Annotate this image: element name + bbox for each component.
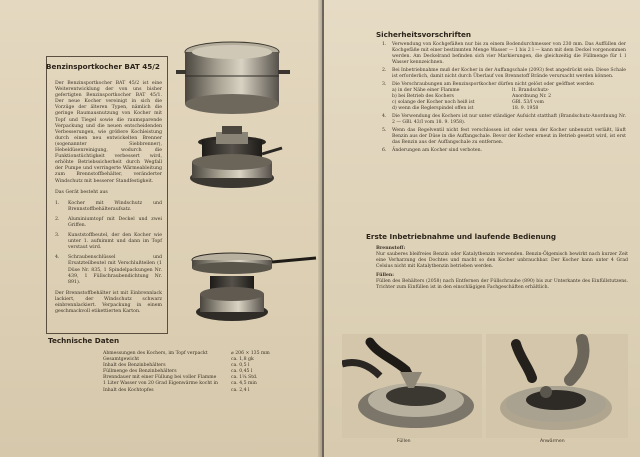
part-item: 1. Kocher mit Windschutz und Brennstoffbehälteraufsatz. [55,200,162,212]
part-item: 2. Aluminiumtopf mit Deckel und zwei Griffen. [55,216,162,228]
parts-lead: Das Gerät besteht aus [55,189,108,195]
rule-item: 2. Bei Inbetriebnahme muß der Kocher in der Auffangschale (2093) fest angedrückt sein. Diese Schale ist erforderlich, damit nicht durch Überlauf von Brennstoff Brände verursacht werden können. [382,68,626,79]
safety-rules [382,42,626,156]
fill-heading: Füllen: [376,273,394,278]
safety-heading: Sicherheitsvorschriften [376,30,471,39]
intro-paragraph: Der Benzinsportkocher BAT 45/2 ist eine Weiterentwicklung der von uns bisher gefertigten Benzinsportkocher BAT 45/1. Der neue Kocher vereinigt in sich die Vorzüge der älteren Typen, nämlich die geringe Raumausnutzung von Kocher mit Topf und Tiegel sowie die raumsparende Verpackung und die neuen entscheidenden Verbesserungen, wie größere Kochleistung durch einen neu entwickelten Brenner (sogenannter Siebbrenner), Hebeldüsenreinigung, wodurch die Funktionstüchtigkeit verbessert wird, erhöhte Betriebssicherheit durch Wegfall der Pumpe und verringerte Wärmeableitung zum Brennstoffbehälter, veränderter Windschutz mit besserer Standfestigkeit. [55,81,162,184]
rule-sub: a) in der Nähe einer Flamme lt. Brandschutz- [392,88,550,93]
rule-item: 4. Die Verwendung des Kochers ist nur unter ständiger Aufsicht statthaft (Brandschutz-Anordnung Nr. 2 — GBl. 43/I vom 18. 9. 1958). [382,114,626,125]
pan-drawing [192,253,316,321]
outro-paragraph: Der Brennstoffbehälter ist mit Einbrennlack lackiert, der Windschutz schwarz einbrennlackiert. Verpackung in einem geschmackvoll etikettierten Karton. [55,290,162,315]
tech-row: Gesamtgewicht ca. 1,8 gk [103,357,254,363]
rule-item: 6. Änderungen am Kocher sind verboten. [382,148,483,153]
part-item: 4. Schraubenschlüssel und Ersatzteilbeutel mit Verschlußteilen (1 Düse Nr. 835, 1 Spindelpackungen Nr. 439, 1 Füllschraubendichtung Nr. 891). [55,255,162,285]
rule-item: 5. Wenn das Regelventil nicht fest verschlossen ist oder wenn der Kocher unbenutzt verläßt, läuft Benzin aus der Düse in die Auffangschale. Bevor der Kocher erneut in Betrieb gesetzt wird, ist erst das Benzin aus der Auffangschale zu entfernen. [382,128,626,145]
burner-drawing [190,126,282,188]
tech-row: Brenndauer mit einer Füllung bei voller Flamme ca. 1¼ Std. [103,375,258,381]
operation-text [376,245,628,294]
filling-photo [342,334,482,438]
box-title: Benzinsportkocher BAT 45/2 [46,62,160,71]
operation-heading: Erste Inbetriebnahme und laufende Bedienung [366,232,557,241]
tech-row: Füllmenge des Benzinbehälters ca. 0,45 l [103,369,253,375]
fuel-paragraph: Nur sauberes bleifreies Benzin oder Katalytbenzin verwenden. Benzin-Ölgemisch bewirkt nach kurzer Zeit eine Verharzung des Dochtes und macht so den Kocher unbrauchbar. Der Kocher kann unter 4 Grad Celsius nicht mit Katalytbenzin betrieben werden. [376,252,628,269]
tech-heading: Technische Daten [48,336,120,345]
stove-illustration [176,30,322,350]
rule-sub: b) bei Betrieb des Kochers Anordnung Nr. 2 [392,94,552,99]
description-box [46,56,168,334]
filling-caption: Füllen [397,439,411,444]
fuel-heading: Brennstoff: [376,246,406,251]
parts-list [55,201,162,286]
tech-table [103,351,315,394]
tech-row: Inhalt des Benzinbehälters ca. 0,5 l [103,363,250,369]
rule-sub: d) wenn die Reglerspindel offen ist 18. 9. 1958 [392,106,539,111]
tech-row: 1 Liter Wasser von 20 Grad Eigenwärme kocht in ca. 4,5 min [103,381,257,387]
part-item: 3. Kunststoffbeutel, der den Kocher wie unter 1. aufnimmt und dann im Topf verstaut wird. [55,233,162,251]
preheating-photo [486,334,628,438]
pot-drawing [176,42,290,114]
rule-item: 1. Verwendung von Kochgefäßen nur bis zu einem Bodendurchmesser von 230 mm. Das Auffüllen der Kochgefäße mit einer bestimmten Menge Wasser — 1 bis 2 l — kann mit dem Deckel vorgenommen werden. Am Deckelrand befinden sich vier Markierungen, die gleichzeitig die Füllmenge für 1 l Wasser kennzeichnen. [382,42,626,65]
tech-row: Abmessungen des Kochers, im Topf verpackt ⌀ 206 × 135 mm [103,351,270,356]
preheating-caption: Anwärmen [540,439,565,444]
tech-row: Inhalt des Kochtopfes ca. 2,4 l [103,387,250,393]
rule-item: 3. Die Verschraubungen am Benzinsportkocher dürfen nicht gelöst oder geöffnet werden a) in der Nähe einer Flamme lt. Brandschutz- b) bei Betrieb des Kochers Anordnung Nr. 2 c) solange der Kocher noch heiß ist GBl. 53/I vom d) wenn die Reglerspindel offen ist 18. 9. 1958 [382,82,626,112]
rule-sub: c) solange der Kocher noch heiß ist GBl. 53/I vom [392,100,544,105]
fill-paragraph: Füllen des Behälters (2058) nach Entfernen der Füllschraube (890) bis zur Unterkante des Einfüllstutzens. Trichter zum Einfüllen ist in den einschlägigen Fachgeschäften erhältlich. [376,279,628,290]
